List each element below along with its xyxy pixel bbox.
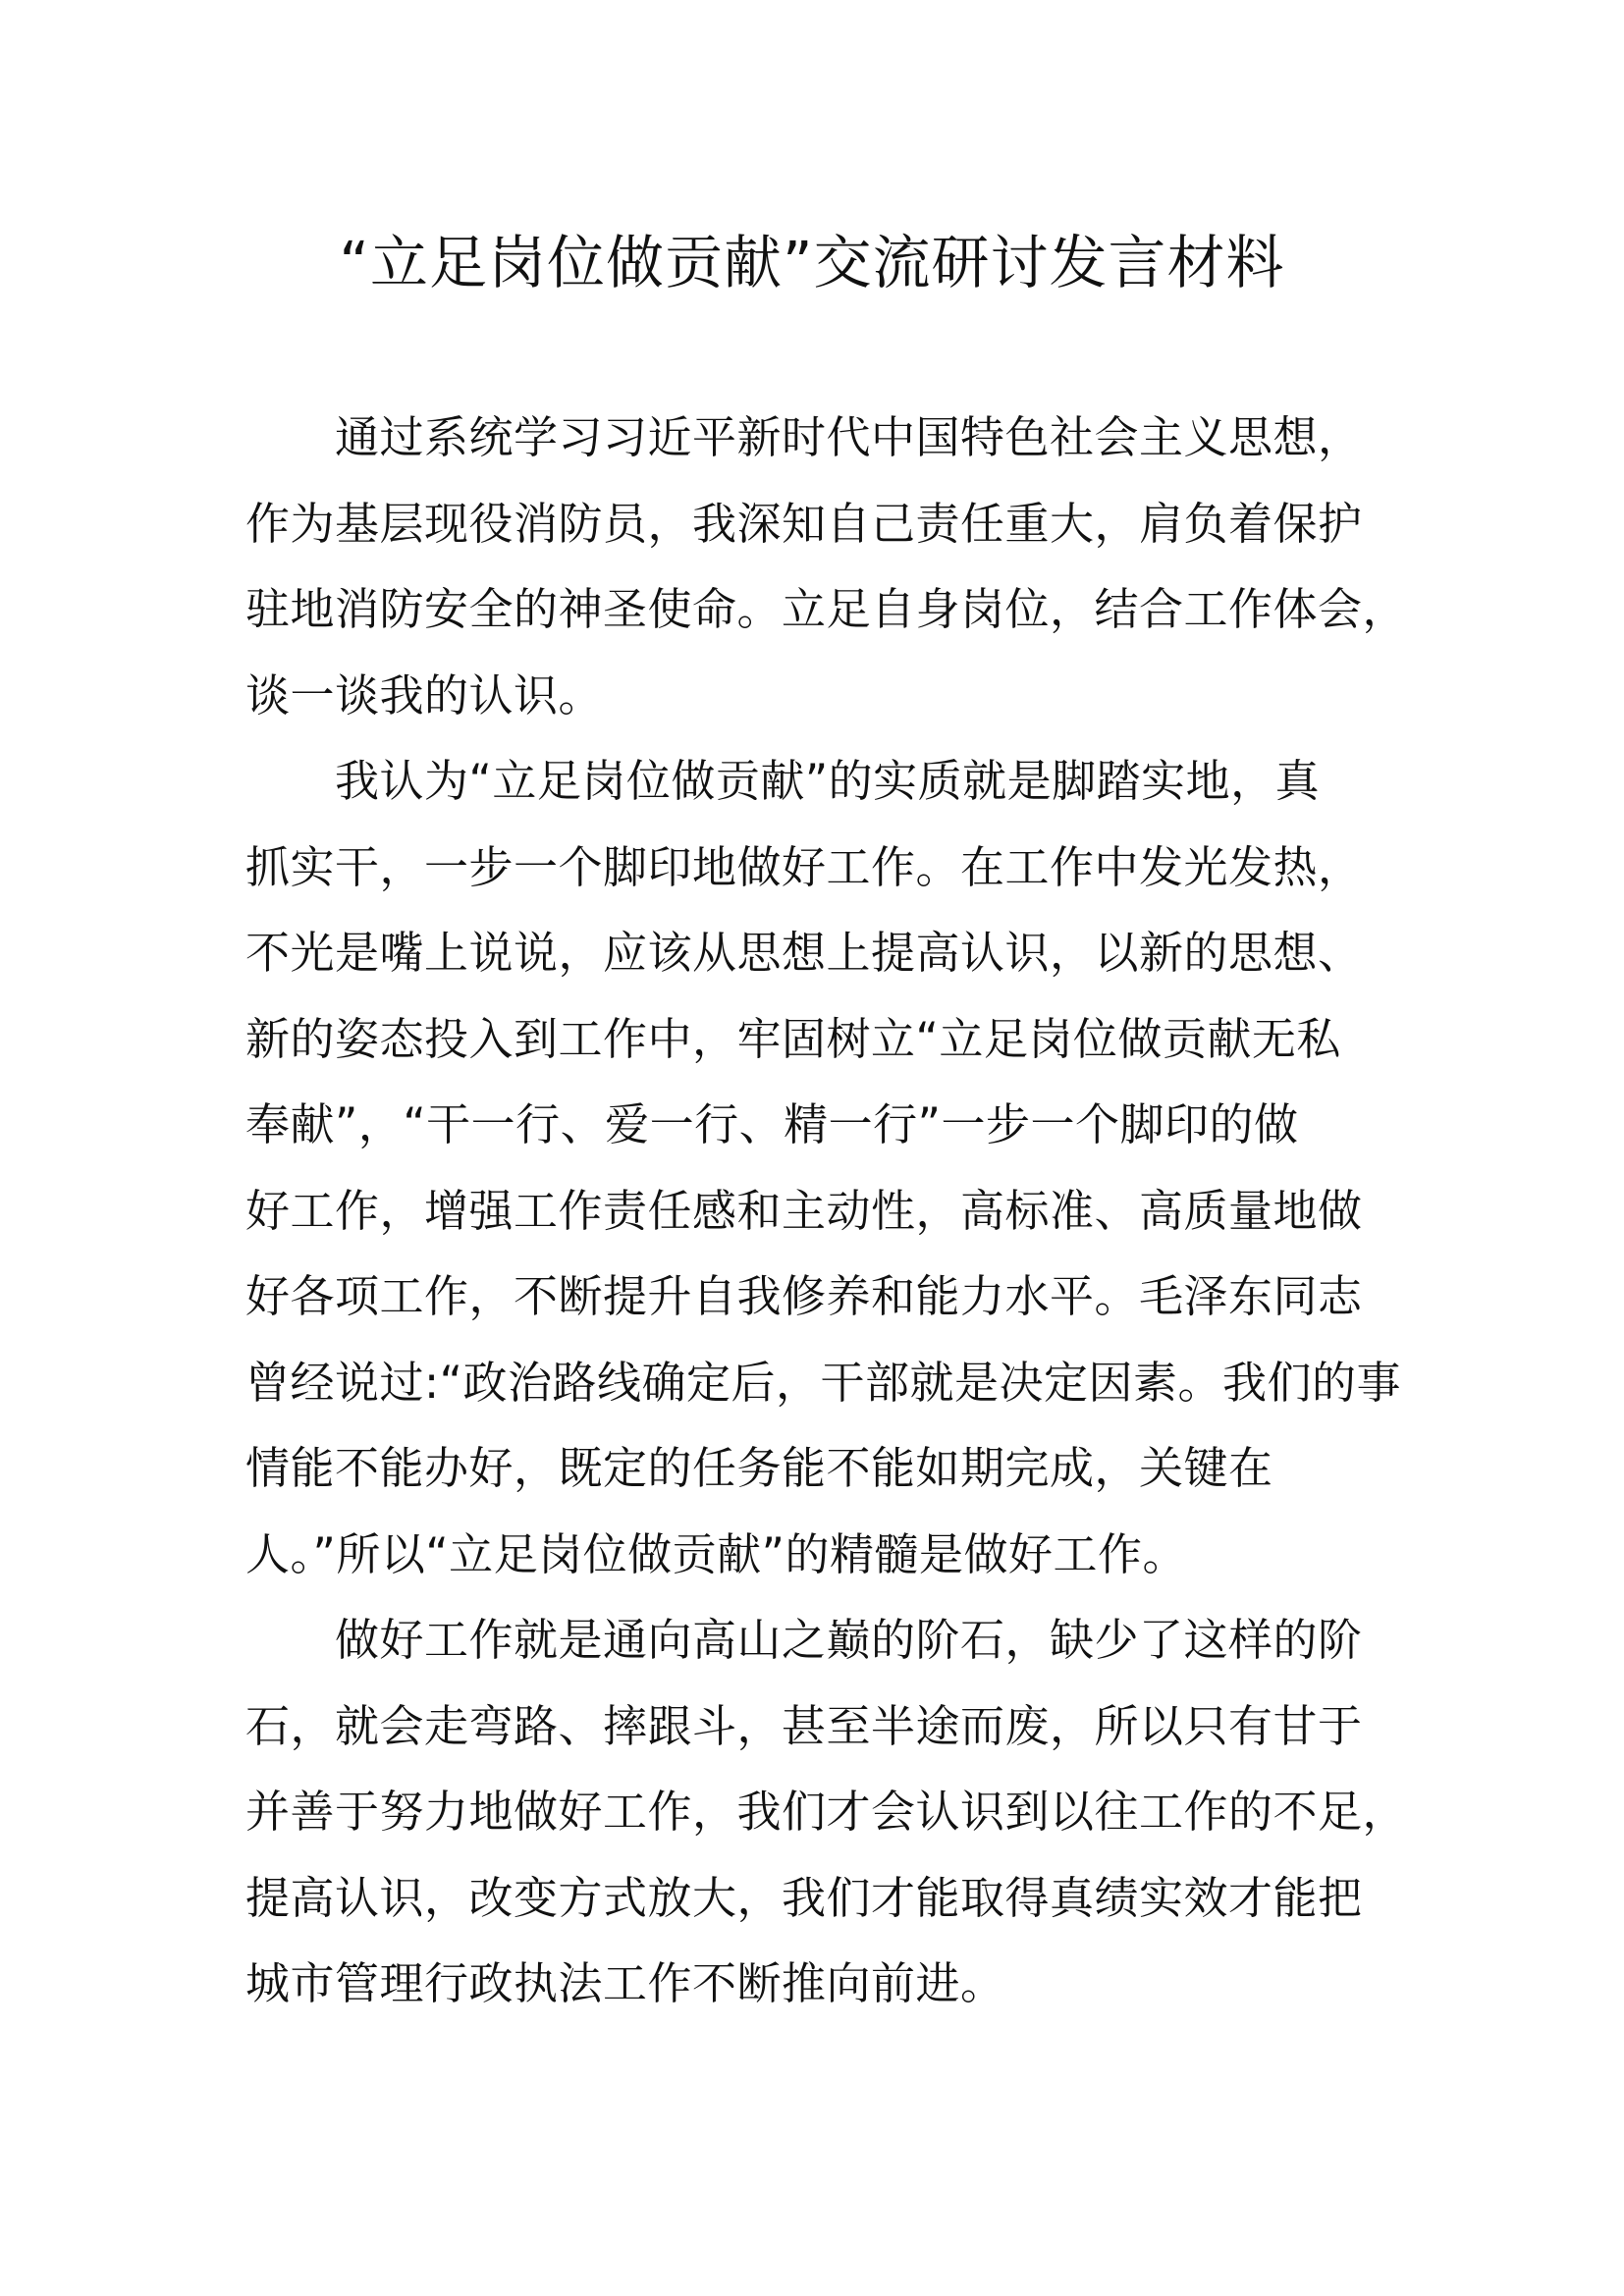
- document-title: “立足岗位做贡献”交流研讨发言材料: [339, 229, 1285, 296]
- paragraph-line: 驻地消防安全的神圣使命。立足自身岗位，结合工作体会，: [245, 583, 1408, 635]
- paragraph-line: 人。”所以“立足岗位做贡献”的精髓是做好工作。: [245, 1527, 1187, 1580]
- paragraph-line: 城市管理行政执法工作不断推向前进。: [245, 1957, 1005, 2009]
- paragraph-line: 情能不能办好，既定的任务能不能如期完成，关键在: [245, 1442, 1273, 1494]
- paragraph-line: 通过系统学习习近平新时代中国特色社会主义思想，: [335, 411, 1363, 463]
- paragraph-line: 好工作，增强工作责任感和主动性，高标准、高质量地做: [245, 1184, 1363, 1237]
- paragraph-line: 不光是嘴上说说，应该从思想上提高认识，以新的思想、: [245, 927, 1363, 979]
- paragraph-line: 谈一谈我的认识。: [245, 668, 604, 721]
- paragraph-line: 曾经说过:“政治路线确定后，干部就是决定因素。我们的事: [245, 1356, 1401, 1409]
- paragraph-line: 好各项工作，不断提升自我修养和能力水平。毛泽东同志: [245, 1270, 1363, 1322]
- paragraph-line: 我认为“立足岗位做贡献”的实质就是脚踏实地，真: [335, 755, 1321, 807]
- paragraph-line: 提高认识，改变方式放大，我们才能取得真绩实效才能把: [245, 1871, 1363, 1924]
- paragraph-2: [245, 738, 1424, 1597]
- paragraph-line: 并善于努力地做好工作，我们才会认识到以往工作的不足，: [245, 1786, 1408, 1838]
- paragraph-line: 抓实干，一步一个脚印地做好工作。在工作中发光发热，: [245, 840, 1363, 893]
- paragraph-line: 奉献”，“干一行、爱一行、精一行”一步一个脚印的做: [245, 1098, 1299, 1150]
- paragraph-3: [245, 1597, 1424, 2027]
- paragraph-1: [245, 395, 1424, 738]
- document-body: [245, 395, 1424, 2027]
- paragraph-line: 做好工作就是通向高山之巅的阶石，缺少了这样的阶: [335, 1614, 1363, 1666]
- paragraph-line: 作为基层现役消防员，我深知自己责任重大，肩负着保护: [245, 497, 1363, 550]
- paragraph-line: 石，就会走弯路、摔跟斗，甚至半途而废，所以只有甘于: [245, 1699, 1363, 1752]
- paragraph-line: 新的姿态投入到工作中，牢固树立“立足岗位做贡献无私: [245, 1012, 1341, 1065]
